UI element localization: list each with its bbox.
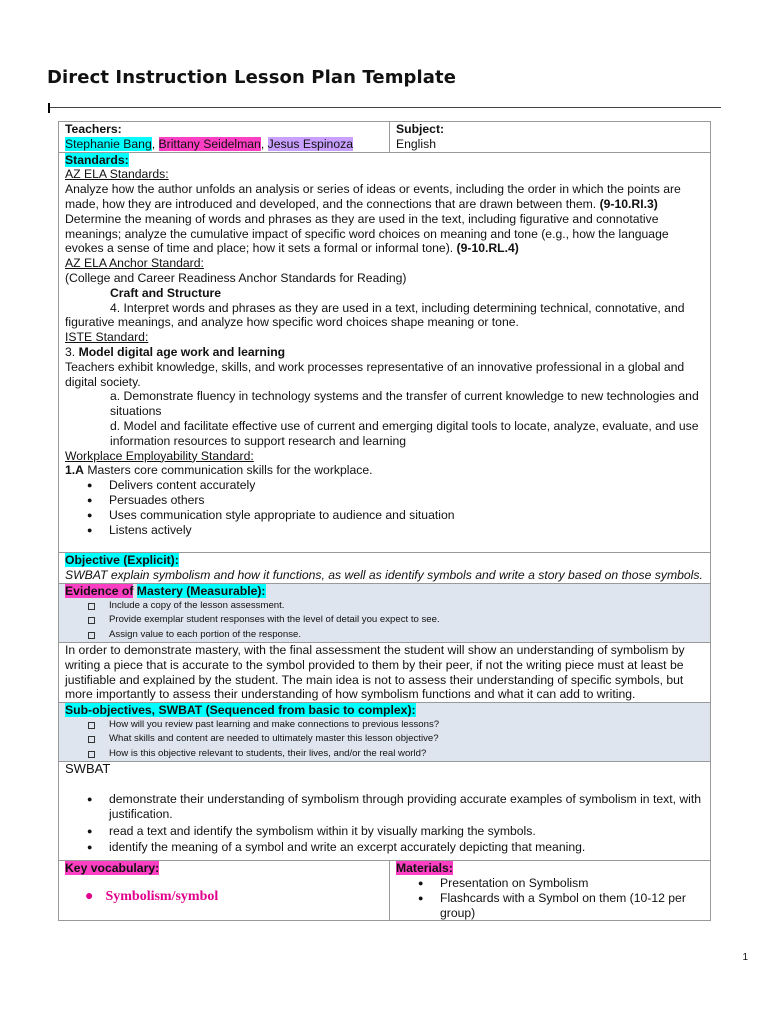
title-rule [48,103,721,107]
vocabulary-cell [59,861,389,920]
swbat-section [59,761,710,860]
workplace-label: Workplace Employability Standard: [65,448,254,463]
list-item: Include a copy of the lesson assessment. [87,599,704,613]
iste-heading: 3. Model digital age work and learning [65,344,286,359]
teachers-cell [59,122,389,152]
list-item: ● identify the meaning of a symbol and write an excerpt accurately depicting that meaning. [87,840,704,855]
vocab-materials-row [59,860,710,920]
vocabulary-label: Key vocabulary: [65,861,160,876]
list-item: ● Delivers content accurately [87,478,704,493]
objective-text: SWBAT explain symbolism and how it functions, as well as identify symbols and write a story based on those symbols. [65,568,703,583]
anchor-label: AZ ELA Anchor Standard: [65,256,204,271]
list-item: ● Listens actively [87,523,704,538]
list-item: ● read a text and identify the symbolism within it by visually marking the symbols. [87,824,704,839]
swbat-label: SWBAT [65,761,111,777]
workplace-heading: 1.A Masters core communication skills for the workplace. [65,463,373,478]
materials-label: Materials: [396,861,453,876]
subobjectives-section [59,702,710,761]
subobjectives-label: Sub-objectives, SWBAT (Sequenced from basic to complex): [65,703,416,718]
vocabulary-item: ● Symbolism/symbol [85,888,219,904]
standards-section [59,152,710,553]
teacher-name: Jesus Espinoza [267,136,353,151]
craft-text: 4. Interpret words and phrases as they are used in a text, including determining technical, connotative, and figurative meanings, and analyze how specific word choices shape meaning or tone. [65,300,685,330]
list-item: Provide exemplar student responses with the level of detail you expect to see. [87,613,704,627]
objective-section [59,552,710,583]
teacher-name: Stephanie Bang [65,136,152,151]
list-item: ● demonstrate their understanding of symbolism through providing accurate examples of symbolism in text, with justification. [87,792,704,822]
list-item: How is this objective relevant to students, their lives, and/or the real world? [87,747,704,761]
subject-value: English [396,136,436,151]
objective-label: Objective (Explicit): [65,553,179,568]
teachers-names: Stephanie Bang, Brittany Seidelman, Jesus Espinoza [65,136,353,151]
iste-label: ISTE Standard: [65,330,149,345]
list-item: What skills and content are needed to ultimately master this lesson objective? [87,732,704,746]
subobjectives-checklist [65,718,704,761]
header-row [59,122,710,152]
list-item: ● Presentation on Symbolism [418,876,704,891]
evidence-checklist [65,599,704,642]
craft-heading: Craft and Structure [110,285,222,300]
standards-label: Standards: [65,152,129,167]
subject-label: Subject: [396,122,445,136]
materials-cell [389,861,710,920]
list-item: ● Uses communication style appropriate to audience and situation [87,508,704,523]
anchor-subtitle: (College and Career Readiness Anchor Standards for Reading) [65,270,407,285]
az-ela-standard-2: Determine the meaning of words and phrases as they are used in the text, including figurative and connotative meanings; analyze the cumulative impact of specific word choices on meaning and tone (e.g., how the language evokes a sense of time and place; how it sets a formal or informal tone). (9-10.RL.4) [65,211,669,256]
iste-item-a: a. Demonstrate fluency in technology systems and the transfer of current knowledge to new technologies and situations [110,389,699,419]
lesson-plan-table [58,121,711,921]
az-ela-label: AZ ELA Standards: [65,167,169,182]
list-item: Assign value to each portion of the response. [87,628,704,642]
teachers-label: Teachers: [65,122,122,136]
evidence-text: In order to demonstrate mastery, with the final assessment the student will show an understanding of symbolism by writing a piece that is accurate to the symbol provided to them by their peer, if not the writing piece must at least be justifiable and explained by the student. The main idea is not to assess their understanding of specific symbols, but more importantly to assess their understanding of how symbolism functions and what it can add to writing. [59,642,710,702]
iste-item-d: d. Model and facilitate effective use of current and emerging digital tools to locate, analyze, evaluate, and use information resources to support research and learning [110,418,699,448]
iste-text: Teachers exhibit knowledge, skills, and work processes representative of an innovative professional in a global and digital society. [65,359,685,389]
page-number: 1 [742,952,748,963]
teacher-name: Brittany Seidelman [158,136,261,151]
swbat-list [65,792,704,855]
materials-list [396,876,704,920]
az-ela-standard-1: Analyze how the author unfolds an analysis or series of ideas or events, including the order in which the points are made, how they are introduced and developed, and the connections that are drawn between them. (9-10.RI.3) [65,182,681,211]
list-item: ● Flashcards with a Symbol on them (10-12 per group) [418,891,704,921]
evidence-label: Evidence of Mastery (Measurable): [65,583,266,598]
workplace-list [65,478,704,537]
subject-cell [389,122,710,152]
document-title: Direct Instruction Lesson Plan Template [47,67,457,88]
list-item: ● Persuades others [87,493,704,508]
evidence-section [59,583,710,642]
list-item: How will you review past learning and make connections to previous lessons? [87,718,704,732]
